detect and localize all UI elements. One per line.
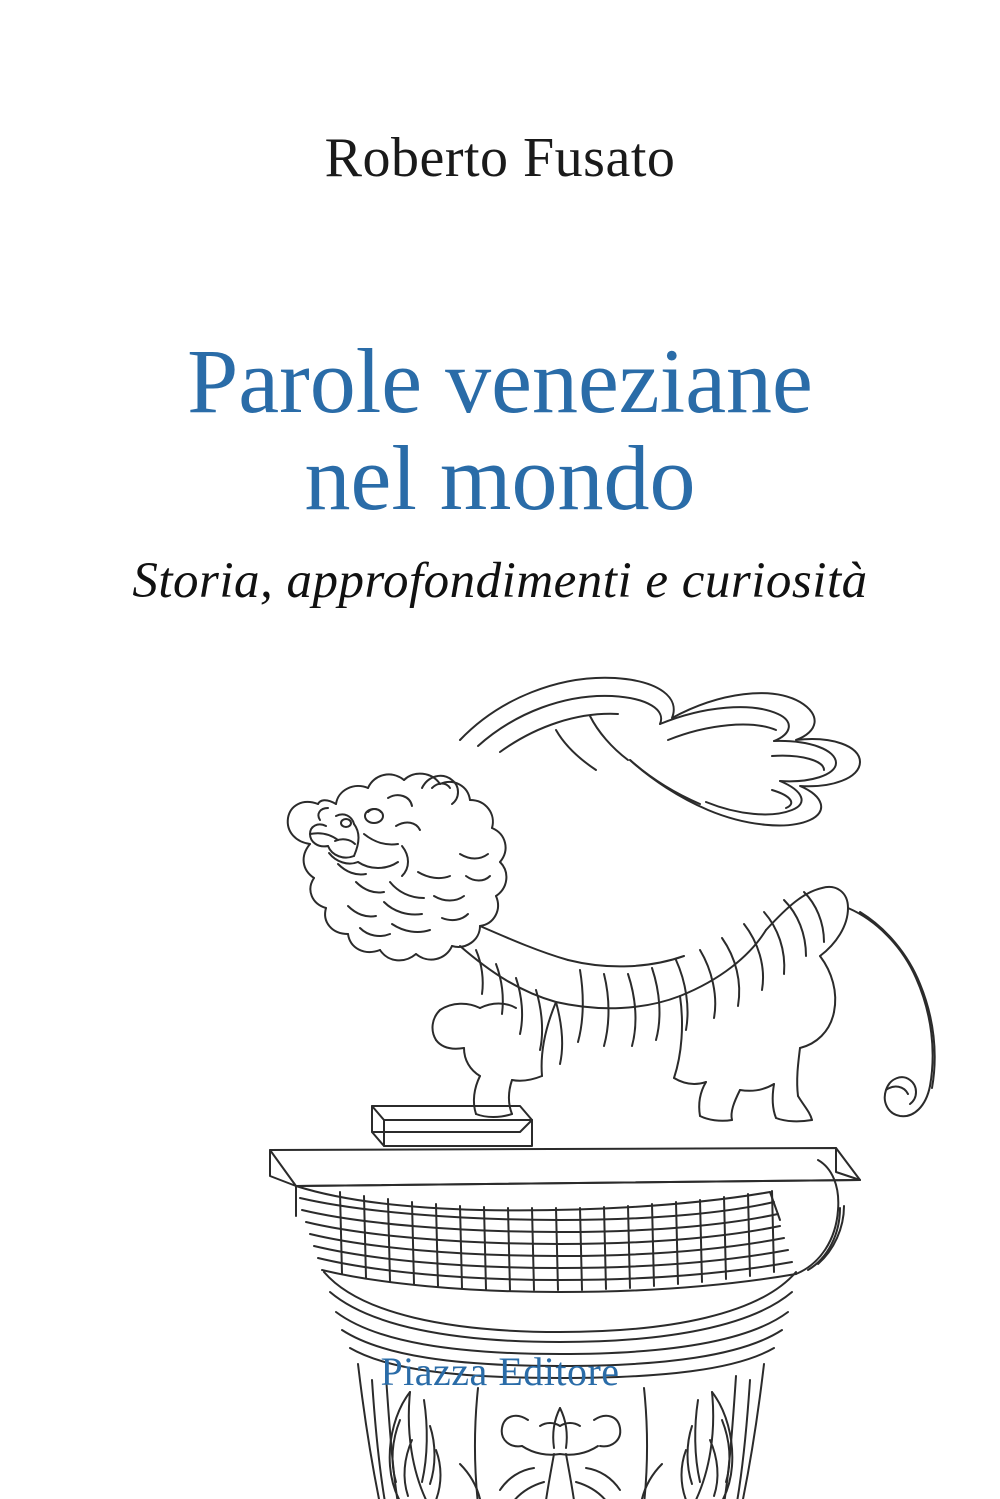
publisher-name: Piazza Editore [380, 1349, 620, 1394]
author-name: Roberto Fusato [324, 127, 676, 189]
book-subtitle: Storia, approfondimenti e curiosità [132, 553, 868, 609]
title-line-2: nel mondo [304, 426, 696, 529]
title-line-1: Parole veneziane [187, 330, 813, 432]
book-title [0, 330, 1000, 529]
